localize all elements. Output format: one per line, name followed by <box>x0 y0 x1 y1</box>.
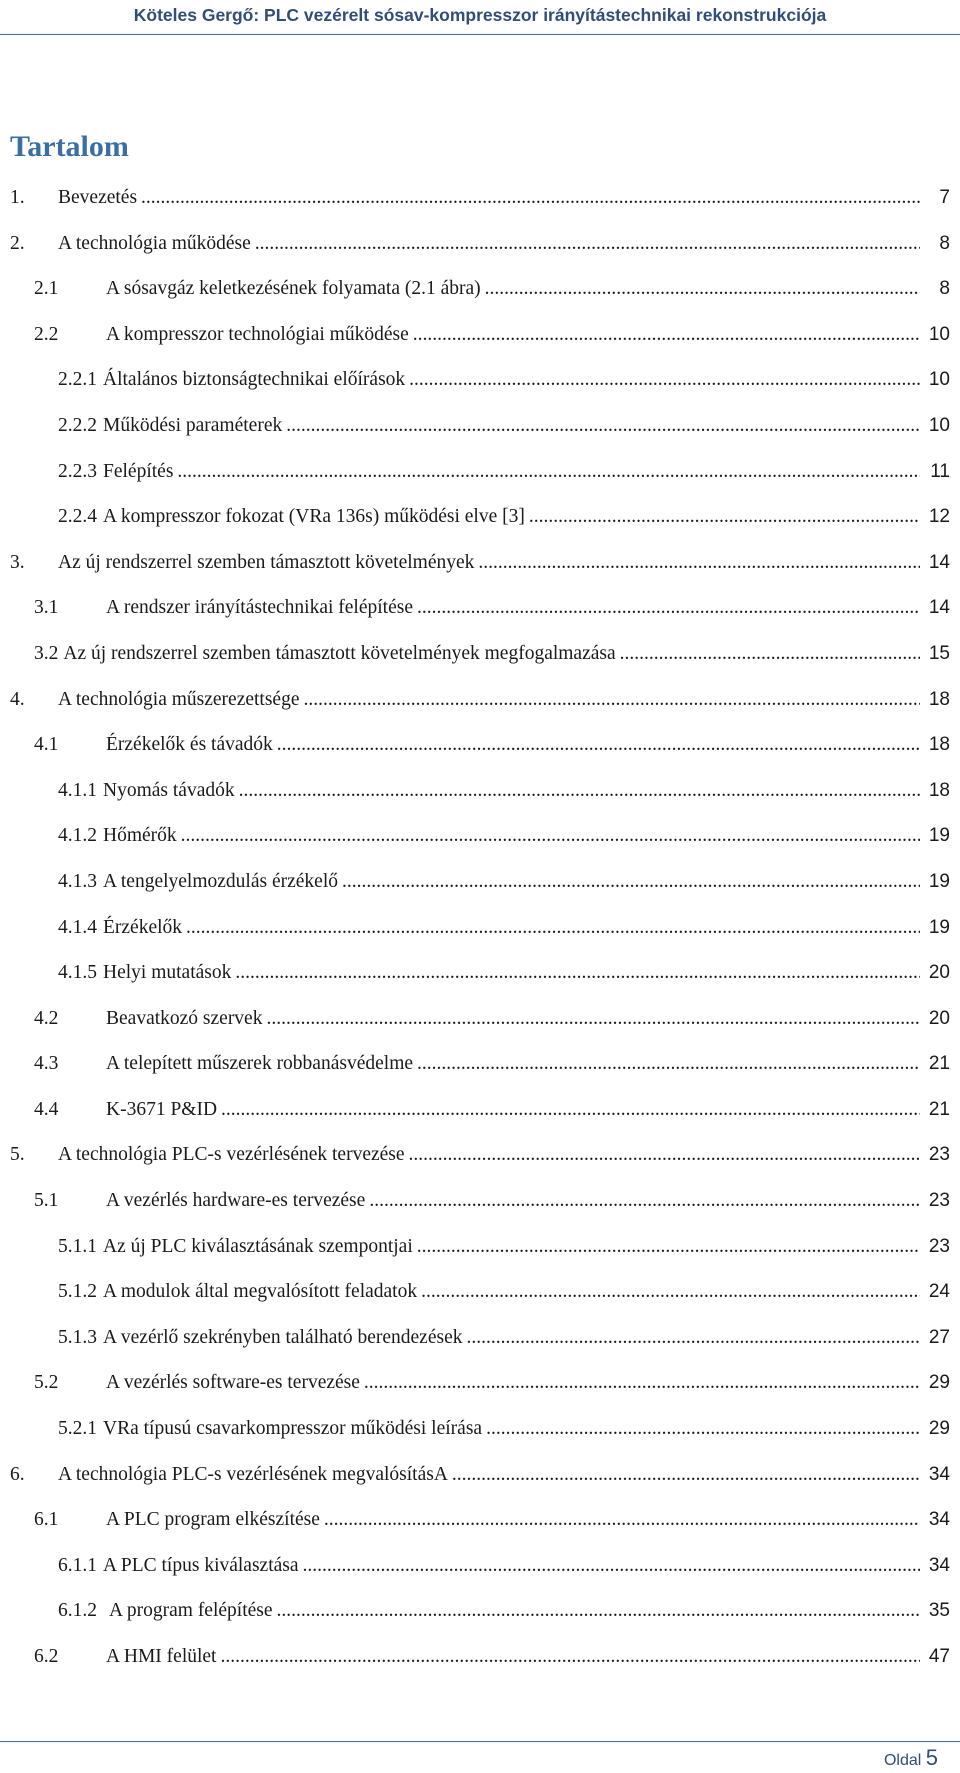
toc-entry-page: 29 <box>928 1372 950 1394</box>
toc-entry-title: A program felépítése <box>109 1600 273 1622</box>
toc-dot-leader <box>342 870 920 894</box>
toc-entry[interactable] <box>0 870 960 916</box>
toc-dot-leader <box>421 1280 920 1304</box>
toc-entry-number: 3.2 <box>34 642 59 664</box>
toc-dot-leader <box>303 1554 920 1578</box>
toc-dot-leader <box>409 1143 920 1167</box>
toc-dot-leader <box>417 596 920 620</box>
toc-entry-title: A sósavgáz keletkezésének folyamata (2.1 ábra) <box>106 278 481 300</box>
toc-dot-leader <box>220 1645 920 1669</box>
toc-entry[interactable] <box>0 824 960 870</box>
toc-dot-leader <box>181 824 920 848</box>
toc-entry-title: A PLC típus kiválasztása <box>103 1554 299 1576</box>
toc-entry-title: A vezérlő szekrényben található berendezések <box>103 1326 463 1348</box>
toc-entry[interactable] <box>0 186 960 232</box>
toc-entry-page: 14 <box>928 551 950 573</box>
toc-dot-leader <box>255 232 920 256</box>
toc-entry-title: A rendszer irányítástechnikai felépítése <box>106 597 413 619</box>
toc-entry[interactable] <box>0 1326 960 1372</box>
toc-entry[interactable] <box>0 1235 960 1281</box>
toc-entry[interactable] <box>0 1599 960 1645</box>
toc-dot-leader <box>369 1189 920 1213</box>
toc-entry-title: A telepített műszerek robbanásvédelme <box>106 1053 414 1075</box>
toc-entry-title: A modulok által megvalósított feladatok <box>103 1281 418 1303</box>
toc-dot-leader <box>409 368 920 392</box>
toc-entry-title: Bevezetés <box>58 187 138 208</box>
toc-entry-page: 7 <box>939 187 950 208</box>
toc-entry-title: Beavatkozó szervek <box>106 1007 263 1029</box>
toc-entry[interactable] <box>0 596 960 642</box>
toc-entry[interactable] <box>0 1417 960 1463</box>
toc-entry-number: 2.1 <box>34 278 59 300</box>
toc-dot-leader <box>417 1235 920 1259</box>
toc-entry-page: 24 <box>928 1281 950 1303</box>
toc-entry-page: 18 <box>928 734 950 756</box>
toc-entry-page: 19 <box>928 870 950 892</box>
toc-entry-number: 2. <box>10 232 25 254</box>
toc-dot-leader <box>277 733 920 757</box>
toc-entry-page: 8 <box>939 232 950 254</box>
toc-entry-page: 8 <box>939 278 950 300</box>
toc-dot-leader <box>221 1098 920 1122</box>
toc-entry[interactable] <box>0 460 960 506</box>
toc-dot-leader <box>486 1417 920 1441</box>
toc-entry-title: A kompresszor technológiai működése <box>106 323 409 345</box>
toc-entry-number: 6.1.1 <box>58 1554 97 1576</box>
toc-entry-number: 4.2 <box>34 1007 59 1029</box>
toc-entry-title: A technológia műszerezettsége <box>58 688 300 710</box>
toc-entry[interactable] <box>0 961 960 1007</box>
toc-entry-title: A vezérlés hardware-es tervezése <box>106 1190 366 1212</box>
toc-entry-page: 34 <box>928 1509 950 1531</box>
toc-entry[interactable] <box>0 232 960 278</box>
toc-dot-leader <box>364 1371 920 1395</box>
toc-entry-title: A tengelyelmozdulás érzékelő <box>103 870 338 892</box>
toc-entry[interactable] <box>0 1143 960 1189</box>
toc-entry-page: 21 <box>928 1098 950 1120</box>
toc-entry-number: 6.1 <box>34 1509 59 1531</box>
toc-entry-page: 12 <box>928 506 950 528</box>
toc-dot-leader <box>277 1599 920 1623</box>
toc-entry-number: 6.2 <box>34 1646 59 1667</box>
toc-entry-page: 19 <box>928 916 950 938</box>
toc-entry-number: 5. <box>10 1144 25 1166</box>
toc-entry-title: Általános biztonságtechnikai előírások <box>103 369 406 391</box>
toc-entry[interactable] <box>0 1280 960 1326</box>
toc-entry-page: 27 <box>928 1326 950 1348</box>
toc-entry[interactable] <box>0 688 960 734</box>
footer-page-number: 5 <box>925 1745 938 1770</box>
toc-entry[interactable] <box>0 1645 960 1691</box>
toc-entry-number: 4. <box>10 688 25 710</box>
toc-entry[interactable] <box>0 1371 960 1417</box>
toc-entry-title: VRa típusú csavarkompresszor működési leírása <box>103 1418 483 1440</box>
running-header-title: Köteles Gergő: PLC vezérelt sósav-kompresszor irányítástechnikai rekonstrukciója <box>133 5 827 25</box>
toc-entry-page: 47 <box>928 1646 950 1667</box>
toc-entry-number: 3. <box>10 551 25 573</box>
toc-entry-page: 10 <box>928 323 950 345</box>
toc-entry-title: Érzékelők és távadók <box>106 734 273 756</box>
toc-entry-title: Az új PLC kiválasztásának szempontjai <box>103 1235 413 1257</box>
toc-entry-number: 2.2.2 <box>58 414 97 436</box>
toc-entry-title: A PLC program elkészítése <box>106 1509 320 1531</box>
toc-dot-leader <box>141 186 920 210</box>
toc-entry-number: 6.1.2 <box>58 1600 97 1622</box>
toc-entry-number: 3.1 <box>34 597 59 619</box>
toc-entry-title: Nyomás távadók <box>103 779 235 801</box>
toc-entry-number: 4.1 <box>34 734 59 756</box>
toc-entry[interactable] <box>0 642 960 688</box>
toc-entry-title: A technológia PLC-s vezérlésének megvalósításA <box>58 1463 448 1485</box>
toc-entry-page: 11 <box>930 460 950 482</box>
toc-entry[interactable] <box>0 414 960 460</box>
toc-entry[interactable] <box>0 505 960 551</box>
toc-dot-leader <box>466 1326 920 1350</box>
toc-entry-title: Az új rendszerrel szemben támasztott követelmények megfogalmazása <box>63 642 616 664</box>
toc-entry-page: 18 <box>928 779 950 801</box>
toc-entry-page: 29 <box>928 1418 950 1440</box>
toc-entry-page: 10 <box>928 369 950 391</box>
toc-dot-leader <box>620 642 920 666</box>
toc-entry[interactable] <box>0 551 960 597</box>
toc-entry-title: A technológia PLC-s vezérlésének tervezése <box>58 1144 405 1166</box>
toc-entry-page: 23 <box>928 1235 950 1257</box>
toc-entry-title: A vezérlés software-es tervezése <box>106 1372 360 1394</box>
toc-entry-number: 6. <box>10 1463 25 1485</box>
toc-dot-leader <box>266 1007 920 1031</box>
toc-dot-leader <box>413 323 920 347</box>
table-of-contents <box>0 186 960 1691</box>
toc-entry-number: 4.1.4 <box>58 916 97 938</box>
toc-entry-page: 23 <box>928 1190 950 1212</box>
toc-entry-number: 5.2 <box>34 1372 59 1394</box>
toc-entry-number: 4.4 <box>34 1098 59 1120</box>
toc-entry[interactable] <box>0 1007 960 1053</box>
toc-entry[interactable] <box>0 1554 960 1600</box>
toc-entry-page: 15 <box>928 642 950 664</box>
toc-entry-page: 35 <box>928 1600 950 1622</box>
toc-entry-title: Hőmérők <box>103 825 177 847</box>
page-footer <box>884 1745 938 1771</box>
toc-entry-number: 5.1.3 <box>58 1326 97 1348</box>
toc-entry[interactable] <box>0 1508 960 1554</box>
toc-dot-leader <box>452 1463 920 1487</box>
toc-dot-leader <box>478 551 920 575</box>
toc-entry-number: 4.1.5 <box>58 962 97 984</box>
toc-entry-page: 20 <box>928 1007 950 1029</box>
toc-entry[interactable] <box>0 779 960 825</box>
toc-entry-page: 23 <box>928 1144 950 1166</box>
toc-dot-leader <box>235 961 920 985</box>
toc-entry-number: 4.1.1 <box>58 779 97 801</box>
toc-entry-number: 2.2.1 <box>58 369 97 391</box>
toc-entry-number: 2.2.3 <box>58 460 97 482</box>
toc-dot-leader <box>485 277 920 301</box>
toc-entry[interactable] <box>0 1098 960 1144</box>
toc-entry-number: 4.1.3 <box>58 870 97 892</box>
toc-entry[interactable] <box>0 277 960 323</box>
toc-dot-leader <box>286 414 920 438</box>
toc-entry-number: 4.3 <box>34 1053 59 1075</box>
toc-dot-leader <box>177 460 920 484</box>
toc-entry-title: A kompresszor fokozat (VRa 136s) működési elve [3] <box>103 506 525 528</box>
toc-entry[interactable] <box>0 1052 960 1098</box>
toc-entry-title: A technológia működése <box>58 232 251 254</box>
toc-entry[interactable] <box>0 1463 960 1509</box>
toc-dot-leader <box>529 505 920 529</box>
toc-entry[interactable] <box>0 916 960 962</box>
toc-entry[interactable] <box>0 733 960 779</box>
toc-entry-page: 34 <box>928 1554 950 1576</box>
toc-entry-page: 21 <box>928 1053 950 1075</box>
toc-entry-title: A HMI felület <box>106 1646 217 1667</box>
toc-entry-number: 5.1 <box>34 1190 59 1212</box>
footer-divider <box>0 1741 960 1742</box>
toc-entry-title: Az új rendszerrel szemben támasztott követelmények <box>58 551 475 573</box>
toc-entry-title: K-3671 P&ID <box>106 1098 218 1120</box>
toc-entry-page: 20 <box>928 962 950 984</box>
toc-heading: Tartalom <box>10 130 129 163</box>
toc-entry-page: 14 <box>928 597 950 619</box>
toc-entry-title: Helyi mutatások <box>103 962 232 984</box>
footer-page-label: Oldal <box>883 1752 922 1769</box>
toc-entry[interactable] <box>0 323 960 369</box>
toc-entry[interactable] <box>0 368 960 414</box>
toc-entry-page: 10 <box>928 414 950 436</box>
toc-entry-title: Felépítés <box>103 460 174 482</box>
toc-dot-leader <box>239 779 920 803</box>
toc-entry-page: 19 <box>928 825 950 847</box>
toc-entry-number: 2.2 <box>34 323 59 345</box>
toc-entry-number: 5.2.1 <box>58 1418 97 1440</box>
running-header <box>0 0 960 35</box>
toc-dot-leader <box>303 688 920 712</box>
toc-dot-leader <box>324 1508 920 1532</box>
toc-entry-page: 34 <box>928 1463 950 1485</box>
toc-entry-title: Működési paraméterek <box>103 414 283 436</box>
toc-entry[interactable] <box>0 1189 960 1235</box>
toc-entry-number: 5.1.1 <box>58 1235 97 1257</box>
toc-entry-number: 1. <box>10 187 25 208</box>
toc-entry-number: 4.1.2 <box>58 825 97 847</box>
toc-dot-leader <box>186 916 920 940</box>
toc-entry-number: 5.1.2 <box>58 1281 97 1303</box>
toc-entry-title: Érzékelők <box>103 916 183 938</box>
toc-entry-page: 18 <box>928 688 950 710</box>
toc-dot-leader <box>417 1052 920 1076</box>
toc-entry-number: 2.2.4 <box>58 506 97 528</box>
